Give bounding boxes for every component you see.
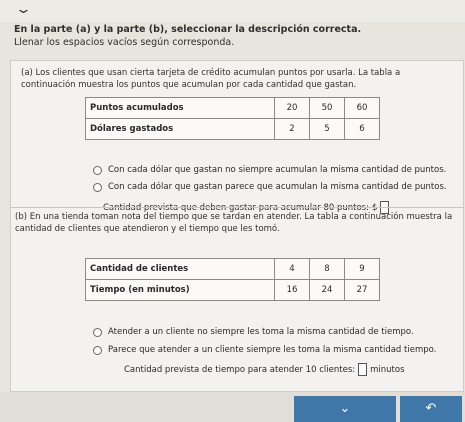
option-label: Con cada dólar que gastan no siempre acumulan la misma cantidad de puntos. [108, 165, 447, 175]
fill-label: Cantidad prevista de tiempo para atender 10 clientes: [124, 364, 356, 375]
top-bar [0, 0, 465, 22]
row-label: Dólares gastados [86, 119, 275, 140]
part-b-title: (b) En una tienda toman nota del tiempo que se tardan en atender. La tabla a continuación muestra la cantidad de clientes que atendieron y el tiempo que les tomó. [15, 212, 453, 234]
table-cell: 2 [275, 119, 310, 140]
table-cell: 9 [345, 259, 380, 280]
unit-suffix: minutos [370, 364, 405, 375]
part-b-option-1[interactable] [93, 327, 414, 337]
table-cell: 60 [345, 98, 380, 119]
table-cell: 27 [345, 280, 380, 301]
instruction-line-1: En la parte (a) y la parte (b), seleccionar la descripción correcta. [14, 24, 362, 35]
table-row [86, 259, 380, 280]
question-panel [10, 60, 464, 392]
table-cell: 5 [310, 119, 345, 140]
option-label: Con cada dólar que gastan parece que acumulan la misma cantidad de puntos. [108, 182, 447, 192]
table-cell: 50 [310, 98, 345, 119]
part-a-option-1[interactable] [93, 165, 446, 175]
table-cell: 20 [275, 98, 310, 119]
part-a-option-2[interactable] [93, 182, 447, 192]
row-label: Puntos acumulados [86, 98, 275, 119]
part-b-option-2[interactable] [93, 345, 436, 355]
table-cell: 6 [345, 119, 380, 140]
undo-icon: ↶ [425, 401, 437, 416]
table-row [86, 119, 380, 140]
chevron-down-icon: ⌄ [339, 401, 351, 416]
part-b-table [85, 258, 380, 301]
check-button[interactable] [294, 396, 396, 422]
part-a-table [85, 97, 380, 140]
table-cell: 24 [310, 280, 345, 301]
radio-button[interactable] [93, 166, 102, 175]
table-cell: 16 [275, 280, 310, 301]
part-a-title: (a) Los clientes que usan cierta tarjeta de crédito acumulan puntos por usarla. La tabla a continuación muestra los puntos que acumulan por cada cantidad que gastan. [21, 68, 401, 90]
table-row [86, 98, 380, 119]
undo-button[interactable] [400, 396, 462, 422]
radio-button[interactable] [93, 183, 102, 192]
instruction-line-2: Llenar los espacios vacíos según corresponda. [14, 37, 235, 48]
table-cell: 4 [275, 259, 310, 280]
chevron-down-icon[interactable]: ⌄ [14, 2, 33, 17]
row-label: Cantidad de clientes [86, 259, 275, 280]
row-label: Tiempo (en minutos) [86, 280, 275, 301]
radio-button[interactable] [93, 346, 102, 355]
option-label: Atender a un cliente no siempre les toma la misma cantidad de tiempo. [108, 327, 414, 337]
answer-input[interactable] [358, 363, 367, 376]
table-row [86, 280, 380, 301]
table-cell: 8 [310, 259, 345, 280]
divider [11, 207, 463, 208]
part-b-fill [124, 363, 405, 376]
option-label: Parece que atender a un cliente siempre les toma la misma cantidad tiempo. [108, 345, 437, 355]
radio-button[interactable] [93, 328, 102, 337]
